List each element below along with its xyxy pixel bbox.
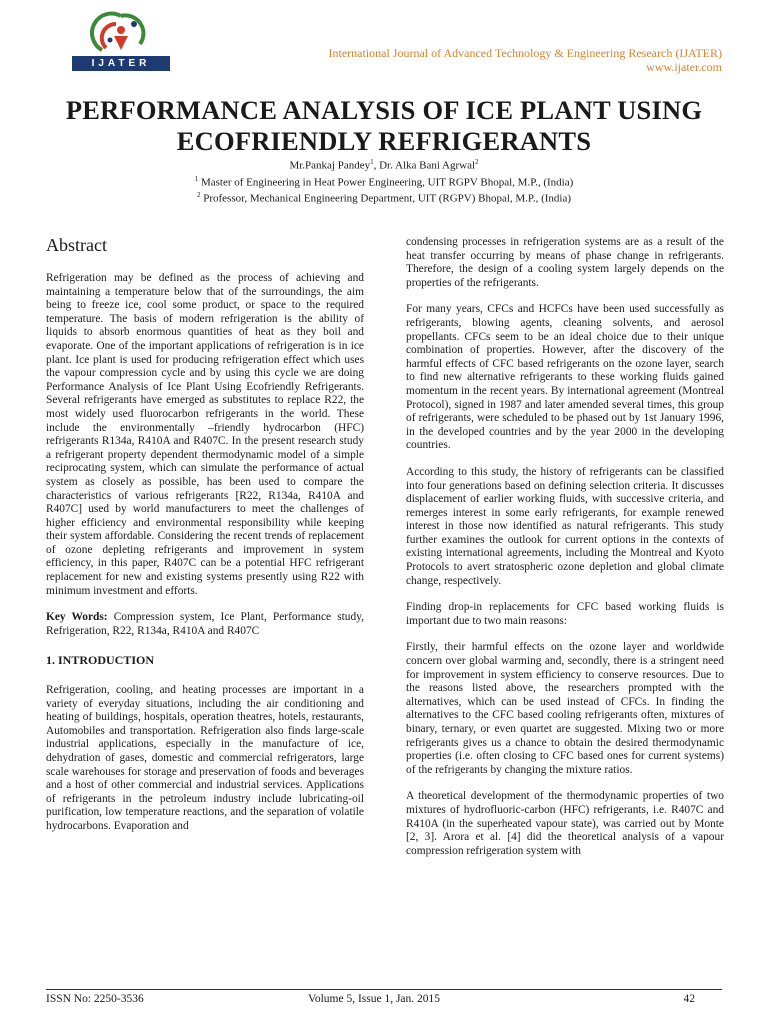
affiliation-1 bbox=[0, 173, 768, 190]
right-paragraph-6: A theoretical development of the thermodynamic properties of two mixtures of hydrofluoric-carbon (HFC) refrigerants, i.e. R407C and R410A (in the superheated vapour state), was carried out by Monte [2, 3]. Arora et al. [4] did the theoretical analysis of a vapour compression refrigeration system with bbox=[406, 790, 724, 857]
abstract-heading: Abstract bbox=[46, 235, 107, 255]
affiliation-2-text: Professor, Mechanical Engineering Department, UIT (RGPV) Bhopal, M.P., (India) bbox=[200, 192, 572, 205]
right-paragraph-1: condensing processes in refrigeration systems are as a result of the heat transfer occurring by means of phase change in refrigerants. Therefore, the design of a cooling system largely depends on the properties of the refrigerants. bbox=[406, 236, 724, 289]
author-line bbox=[0, 156, 768, 173]
footer-volume: Volume 5, Issue 1, Jan. 2015 bbox=[308, 993, 441, 1005]
author-2: , Dr. Alka Bani Agrwal bbox=[373, 159, 476, 172]
keywords-text: Compression system, Ice Plant, Performance study, Refrigeration, R22, R134a, R410A and R407C bbox=[46, 611, 364, 637]
affiliation-2-sup: 2 bbox=[196, 191, 201, 200]
footer-divider bbox=[46, 989, 722, 990]
right-paragraph-5: Firstly, their harmful effects on the ozone layer and worldwide concern over global warming and, secondly, there is a stringent need for improvement in system efficiency to conserve resources. Due to the reasons listed above, the researchers prompted with the alternatives, which can be used instead of CFCs. In finding the alternatives to the CFC based cooling refrigerants often, mixtures of binary, ternary, or even quartet are suggested. Mixing two or more refrigerants gives us a chance to obtain the desired thermodynamic properties (i.e. often closing to CFC based ones for current systems) of the refrigerants by changing the mixture ratios. bbox=[406, 641, 724, 776]
journal-name: International Journal of Advanced Technology & Engineering Research (IJATER) bbox=[328, 46, 722, 60]
introduction-paragraph-1: Refrigeration, cooling, and heating processes are important in a variety of everyday situations, including the air conditioning and heating of buildings, hospitals, operation theatres, hotels, restaurants, Automobiles and transportation. Refrigeration also finds large-scale industrial applications, especially in the manufacture of ice, dehydration of gases, domestic and commercial refrigerators, large scale warehouses for storage and preservation of foods and beverages and a host of other commercial and industrial services. Applications of refrigerants in the petroleum industry include lubricating-oil purification, low temperature reactions, and the separation of volatile hydrocarbons. Evaporation and bbox=[46, 684, 364, 832]
right-paragraph-2: For many years, CFCs and HCFCs have been used successfully as refrigerants, blowing agents, cleaning solvents, and aerosol propellants. CFCs seem to be an ideal choice due to their unique combination of properties. However, after the discovery of the harmful effects of CFC based refrigerants on the ozone layer, search to find new alternative refrigerants to these working fluids gained momentum in the recent years. By international agreement (Montreal Protocol), signed in 1987 and later amended several times, this group of refrigerants, were scheduled to be phased out by 1st January 1996, in the developed countries and by the year 2000 in the developing countries. bbox=[406, 303, 724, 452]
footer-issn: ISSN No: 2250-3536 bbox=[46, 993, 144, 1005]
right-paragraph-3: According to this study, the history of refrigerants can be classified into four generations based on defining selection criteria. It discusses displacement of earlier working fluids, with successive criteria, and remerges interest in some early refrigerants, for example renewed interest in those now identified as natural refrigerants. This study further examines the outlook for current options in the contexts of existing international agreements, including the Montreal and Kyoto Protocols to avert stratospheric ozone depletion and global climate change, respectively. bbox=[406, 465, 724, 587]
authors-block bbox=[0, 156, 768, 206]
introduction-heading: 1. INTRODUCTION bbox=[46, 653, 155, 668]
title-line-1: PERFORMANCE ANALYSIS OF ICE PLANT USING bbox=[65, 95, 703, 125]
keywords-label: Key Words: bbox=[46, 611, 108, 624]
right-column bbox=[406, 236, 724, 871]
author-1: Mr.Pankaj Pandey bbox=[289, 159, 371, 172]
affiliation-1-text: Master of Engineering in Heat Power Engineering, UIT RGPV Bhopal, M.P., (India) bbox=[198, 176, 574, 189]
left-column bbox=[46, 228, 364, 847]
title-line-2: ECOFRIENDLY REFRIGERANTS bbox=[176, 126, 592, 156]
paper-title bbox=[30, 95, 738, 157]
affiliation-1-sup: 1 bbox=[194, 174, 199, 183]
journal-url[interactable]: www.ijater.com bbox=[646, 60, 722, 74]
author-1-sup: 1 bbox=[370, 158, 374, 166]
right-paragraph-4: Finding drop-in replacements for CFC based working fluids is important due to two main reasons: bbox=[406, 601, 724, 627]
footer-page-number: 42 bbox=[683, 993, 695, 1005]
logo-emblem-icon bbox=[72, 10, 170, 56]
journal-logo bbox=[72, 10, 170, 72]
author-2-sup: 2 bbox=[475, 158, 479, 166]
journal-header bbox=[329, 46, 723, 74]
affiliation-2 bbox=[0, 189, 768, 206]
keywords bbox=[46, 611, 364, 638]
abstract-body: Refrigeration may be defined as the process of achieving and maintaining a temperature below that of the surroundings, the aim being to freeze ice, cool some product, or space to the required temperature. The basis of modern refrigeration is the ability of liquids to absorb enormous quantities of heat as they boil and evaporate. One of the important applications of refrigeration is in ice plant. Ice plant is used for producing refrigeration effect which uses the vapour compression cycle and by using this cycle we are doing Performance Analysis of Ice Plant Using Ecofriendly Refrigerants. Several refrigerants have emerged as substitutes to replace R22, the most widely used fluorocarbon refrigerants in the world. These include the environmentally –friendly hydrocarbon (HFC) refrigerants R134a, R410A and R407C. In the present research study a refrigerant property dependent thermodynamic model of a simple reciprocating system, which can simulate the performance of actual system as closely as possible, has been used to compare the characteristics of various refrigerants [R22, R134a, R410A and R407C] used by world manufacturers to meet the challenges of higher efficiency and environmental responsibility while keeping their system affordable. Considering the recent trends of replacement of ozone depleting refrigerants and improvement in system efficiency, in this paper, R407C can be a potential HFC refrigerant replacement for new and existing systems presently using R22 with minimum investment and efforts. bbox=[46, 272, 364, 597]
logo-wordmark: IJATER bbox=[72, 56, 170, 71]
